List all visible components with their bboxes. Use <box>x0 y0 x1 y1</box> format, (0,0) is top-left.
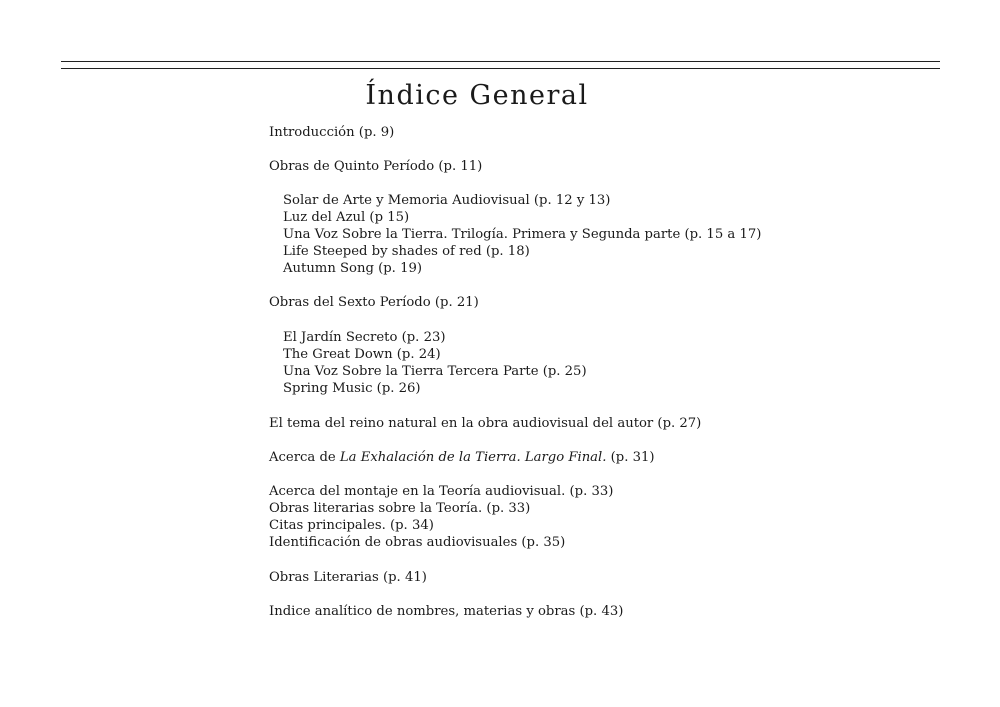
acerca-italic-title: La Exhalación de la Tierra. Largo Final. <box>339 450 607 465</box>
toc-entry[interactable]: Life Steeped by shades of red (p. 18) <box>283 244 530 259</box>
top-rule <box>61 61 940 62</box>
toc-heading-sexto-periodo[interactable]: Obras del Sexto Período (p. 21) <box>269 295 479 310</box>
toc-entry[interactable]: Identificación de obras audiovisuales (p. 35) <box>269 535 566 550</box>
acerca-suffix: (p. 31) <box>606 450 655 465</box>
toc-entry[interactable]: Solar de Arte y Memoria Audiovisual (p. 12 y 13) <box>283 193 611 208</box>
toc-entry[interactable]: Spring Music (p. 26) <box>283 381 421 396</box>
toc-entry[interactable]: Una Voz Sobre la Tierra Tercera Parte (p. 25) <box>283 364 587 379</box>
toc-entry[interactable]: Luz del Azul (p 15) <box>283 210 410 225</box>
toc-entry[interactable]: El Jardín Secreto (p. 23) <box>283 330 446 345</box>
toc-entry-acerca-exhalacion[interactable] <box>269 449 655 466</box>
second-rule <box>61 68 940 69</box>
toc-entry-indice-analitico[interactable]: Indice analítico de nombres, materias y obras (p. 43) <box>269 604 624 619</box>
page-title: Índice General <box>365 80 589 111</box>
toc-entry[interactable]: Autumn Song (p. 19) <box>283 261 422 276</box>
toc-entry-introduccion[interactable]: Introducción (p. 9) <box>269 125 395 140</box>
toc-entry[interactable]: Citas principales. (p. 34) <box>269 518 434 533</box>
toc-entry[interactable]: Acerca del montaje en la Teoría audiovisual. (p. 33) <box>269 484 614 499</box>
toc-entry[interactable]: Una Voz Sobre la Tierra. Trilogía. Primera y Segunda parte (p. 15 a 17) <box>283 227 762 242</box>
toc-entry[interactable]: Obras literarias sobre la Teoría. (p. 33) <box>269 501 531 516</box>
toc-heading-quinto-periodo[interactable]: Obras de Quinto Período (p. 11) <box>269 159 483 174</box>
toc-entry-obras-literarias[interactable]: Obras Literarias (p. 41) <box>269 570 427 585</box>
toc-entry[interactable]: The Great Down (p. 24) <box>283 347 441 362</box>
toc-entry-tema-reino-natural[interactable]: El tema del reino natural en la obra audiovisual del autor (p. 27) <box>269 416 702 431</box>
acerca-prefix: Acerca de <box>269 450 340 465</box>
